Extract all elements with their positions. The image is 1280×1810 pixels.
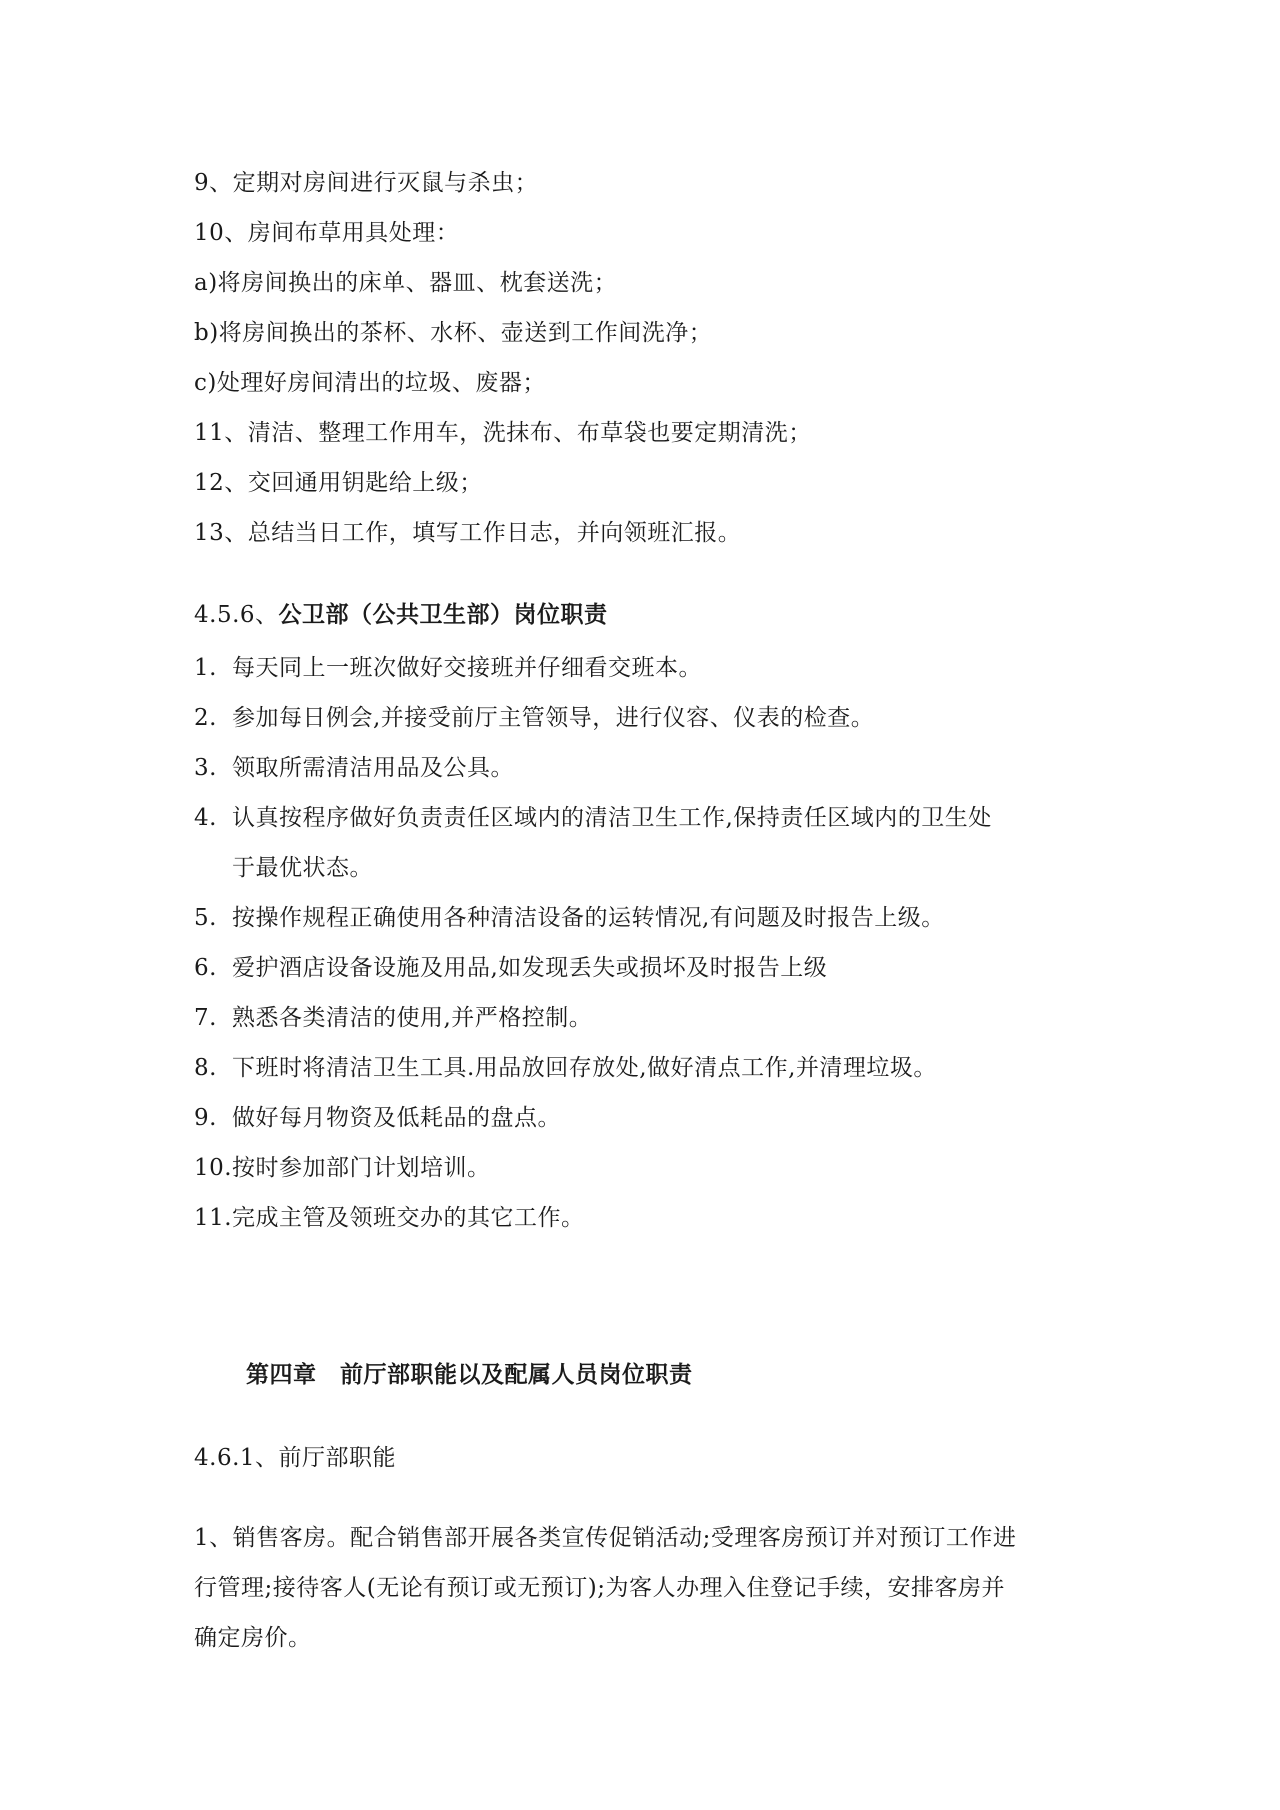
list-item-text: 领取所需清洁用品及公具。 <box>232 755 514 781</box>
list-item <box>194 653 702 683</box>
list-item <box>194 1153 491 1183</box>
list-item: 12、交回通用钥匙给上级； <box>194 470 483 496</box>
list-item: 13、总结当日工作，填写工作日志，并向领班汇报。 <box>194 520 742 546</box>
list-item-number: 1. <box>194 655 217 681</box>
list-item-text: 按操作规程正确使用各种清洁设备的运转情况,有问题及时报告上级。 <box>232 905 945 931</box>
list-item <box>194 1203 585 1233</box>
list-item-text: 爱护酒店设备设施及用品,如发现丢失或损坏及时报告上级 <box>232 955 828 981</box>
list-item <box>194 703 874 733</box>
list-item <box>194 803 992 833</box>
paragraph-line: 确定房价。 <box>194 1625 312 1651</box>
list-item-number: 4. <box>194 805 217 831</box>
section-heading: 4.6.1、前厅部职能 <box>194 1445 397 1471</box>
list-item-number: 5. <box>194 905 217 931</box>
paragraph-line: 1、销售客房。配合销售部开展各类宣传促销活动;受理客房预订并对预订工作进 <box>194 1525 1017 1551</box>
list-item-text: 完成主管及领班交办的其它工作。 <box>232 1205 585 1231</box>
section-heading <box>194 600 608 630</box>
list-item-text: 熟悉各类清洁的使用,并严格控制。 <box>232 1005 593 1031</box>
chapter-title: 第四章 前厅部职能以及配属人员岗位职责 <box>246 1361 693 1388</box>
list-item: 9、定期对房间进行灭鼠与杀虫； <box>194 170 539 196</box>
list-item-number: 10. <box>194 1155 233 1181</box>
list-item-text: 每天同上一班次做好交接班并仔细看交班本。 <box>232 655 702 681</box>
list-item-number: 9. <box>194 1105 217 1131</box>
list-item-continuation: 于最优状态。 <box>232 855 373 881</box>
list-item-number: 6. <box>194 955 217 981</box>
list-item-text: 下班时将清洁卫生工具.用品放回存放处,做好清点工作,并清理垃圾。 <box>232 1055 937 1081</box>
paragraph-line: 行管理;接待客人(无论有预订或无预订);为客人办理入住登记手续，安排客房并 <box>194 1575 1005 1601</box>
list-item <box>194 753 514 783</box>
list-item-text: 参加每日例会,并接受前厅主管领导，进行仪容、仪表的检查。 <box>232 705 875 731</box>
list-item <box>194 953 827 983</box>
list-item: a)将房间换出的床单、器皿、枕套送洗； <box>194 270 618 296</box>
list-item-text: 按时参加部门计划培训。 <box>232 1155 491 1181</box>
list-item: 11、清洁、整理工作用车，洗抹布、布草袋也要定期清洗； <box>194 420 812 446</box>
list-item-number: 8. <box>194 1055 217 1081</box>
list-item: b)将房间换出的茶杯、水杯、壶送到工作间洗净； <box>194 320 713 346</box>
list-item-number: 3. <box>194 755 217 781</box>
list-item-number: 7. <box>194 1005 217 1031</box>
list-item: 10、房间布草用具处理： <box>194 220 460 246</box>
list-item-text: 认真按程序做好负责责任区域内的清洁卫生工作,保持责任区域内的卫生处 <box>232 805 992 831</box>
list-item: c)处理好房间清出的垃圾、废器； <box>194 370 546 396</box>
list-item <box>194 1053 937 1083</box>
list-item-number: 11. <box>194 1205 233 1231</box>
section-heading-title: 公卫部（公共卫生部）岗位职责 <box>278 601 608 628</box>
list-item <box>194 1103 561 1133</box>
list-item-text: 做好每月物资及低耗品的盘点。 <box>232 1105 561 1131</box>
list-item <box>194 903 945 933</box>
list-item-number: 2. <box>194 705 217 731</box>
list-item <box>194 1003 592 1033</box>
section-heading-number: 4.5.6、 <box>194 602 279 628</box>
